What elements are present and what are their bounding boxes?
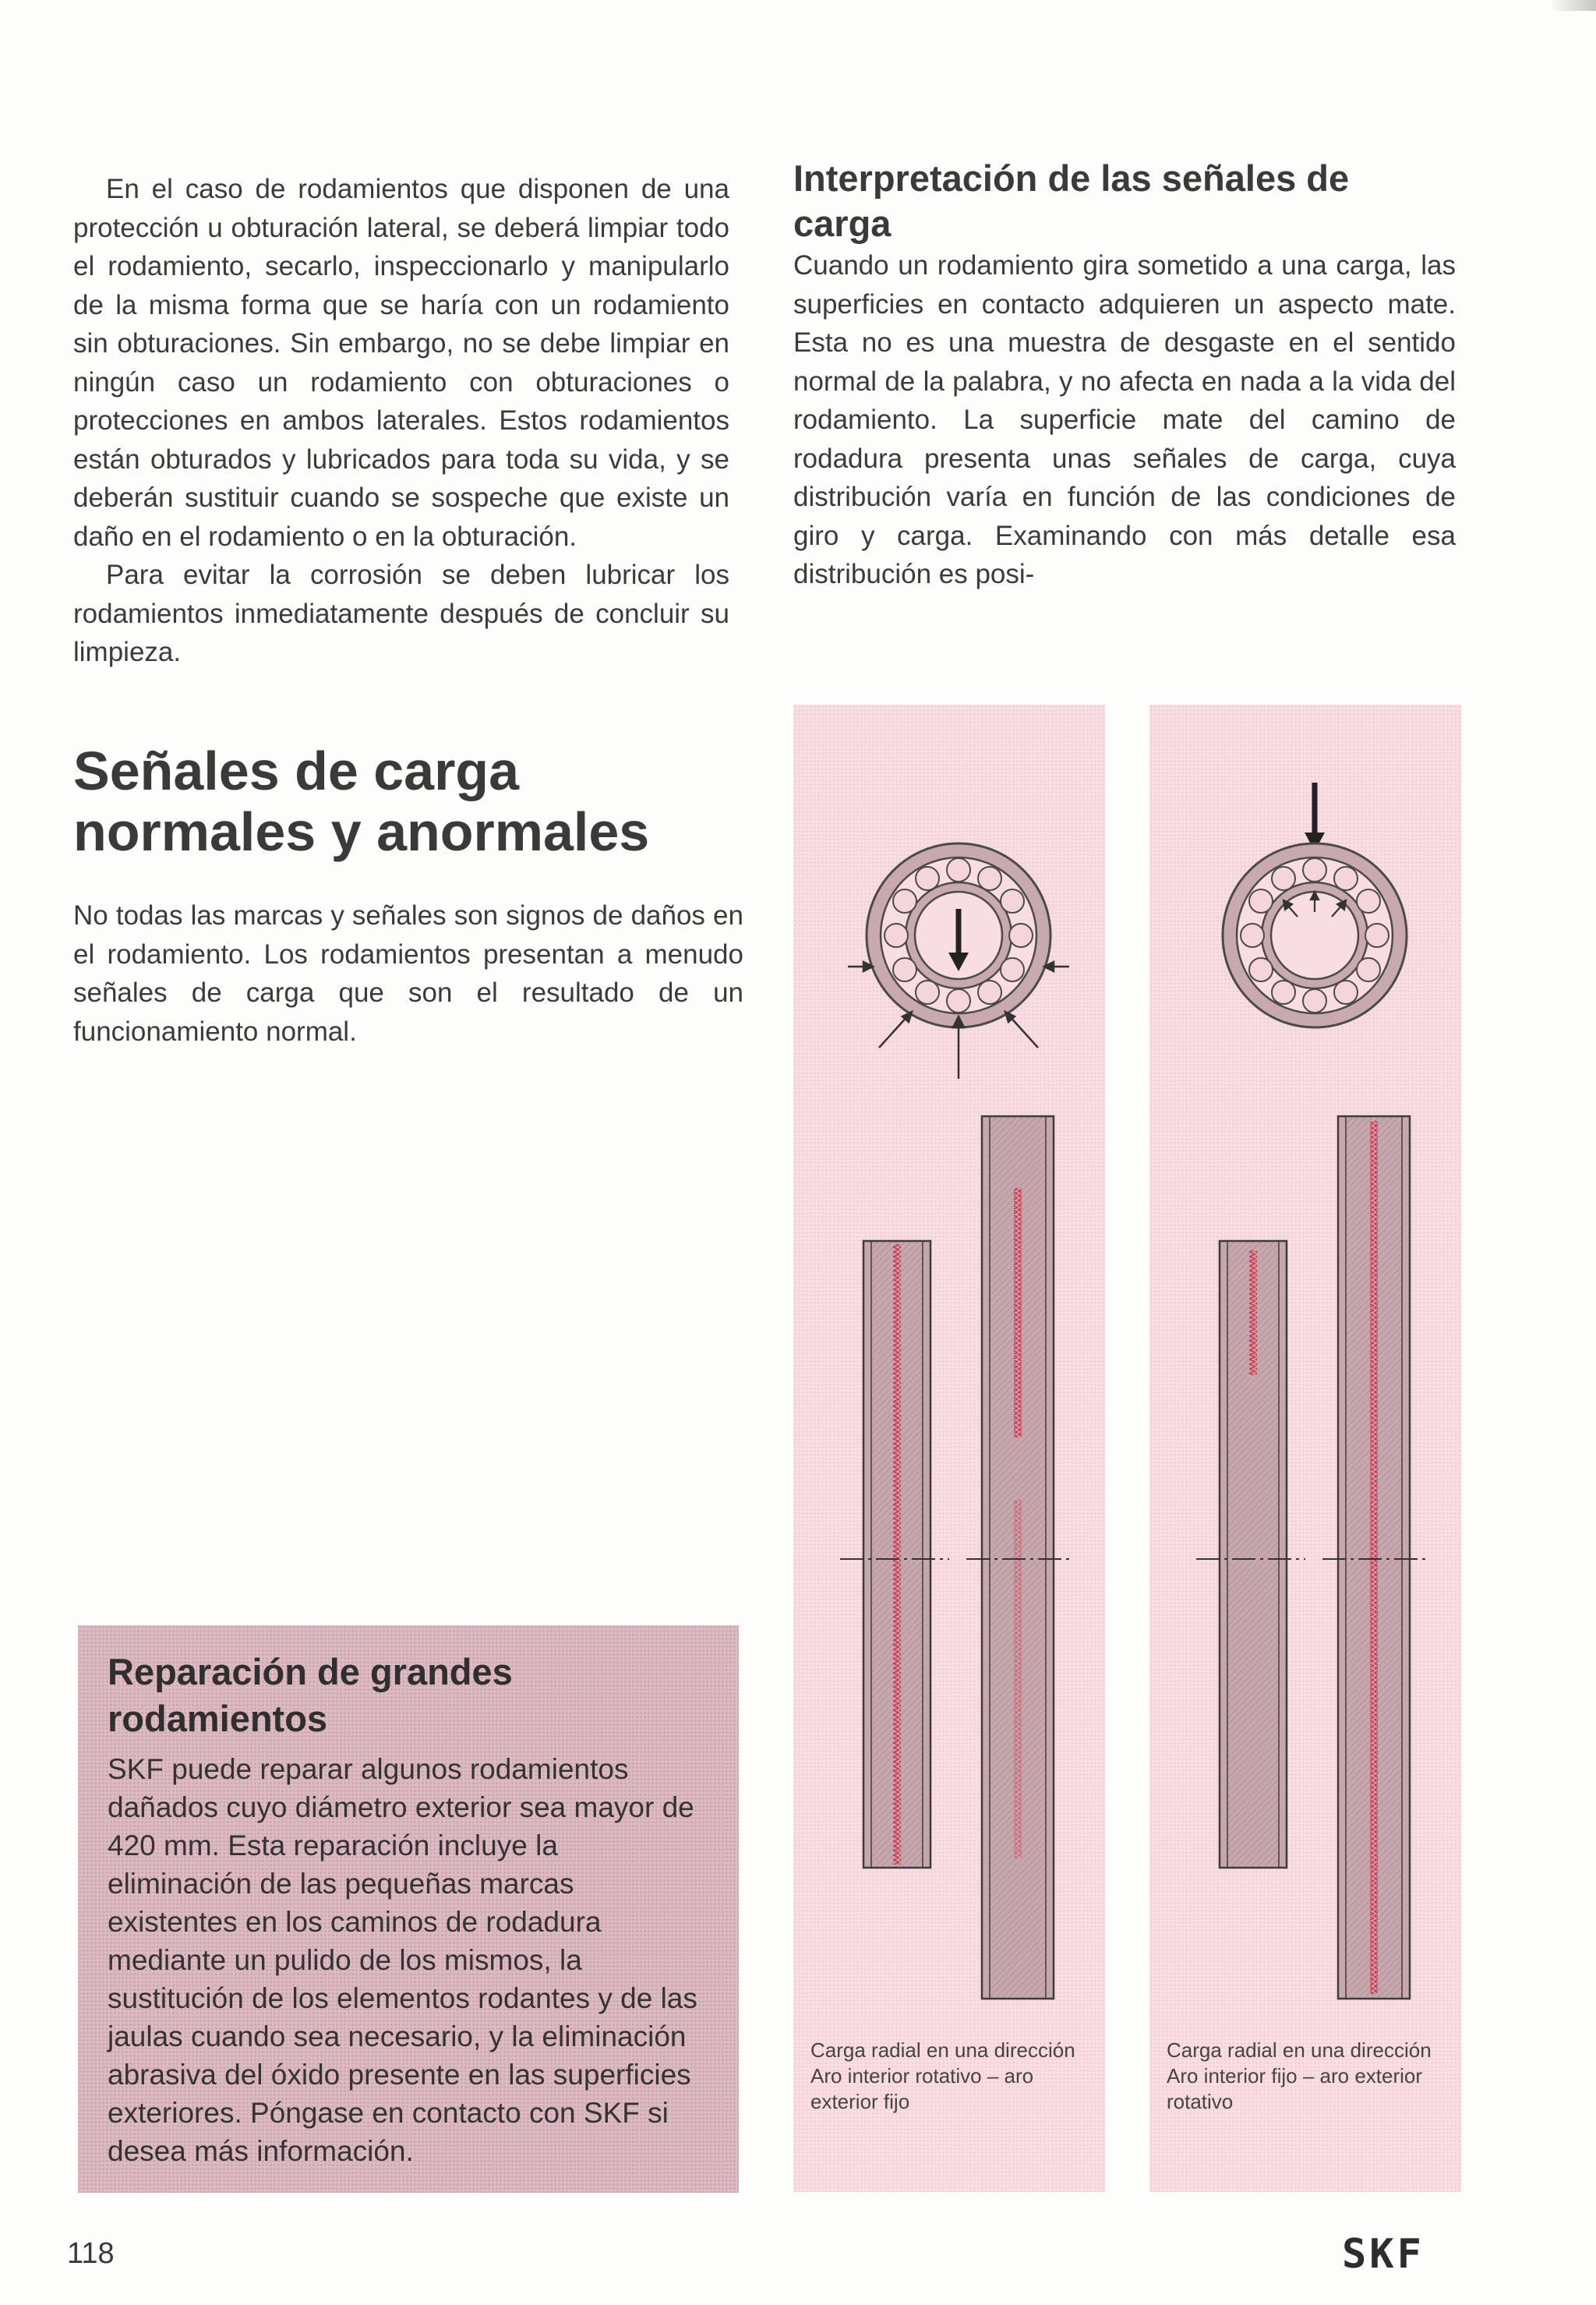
right-column-text: [793, 156, 1456, 594]
page-number: 118: [67, 2237, 115, 2270]
figure-1-caption-line2: Aro interior rotativo – aro exterior fijo: [810, 2064, 1034, 2113]
bearing-diagram-inner-rotating: [793, 705, 1105, 2030]
left-paragraph-1: En el caso de rodamientos que disponen de una protección u obturación lateral, se deberá limpiar todo el rodamiento, secarlo, inspeccionarlo y manipularlo de la misma forma que se haría con un rodamiento sin obturaciones. Sin embargo, no se debe limpiar en ningún caso un rodamiento con obturaciones o protecciones en ambos laterales. Estos rodamientos están obturados y lubricados para toda su vida, y se deberán sustituir cuando se sospeche que existe un daño en el rodamiento o en la obturación.: [73, 174, 729, 552]
sidebar-title: Reparación de grandes rodamientos: [108, 1651, 513, 1739]
load-zone-mark: [1370, 1121, 1378, 1994]
interpretation-body: Cuando un rodamiento gira sometido a una carga, las superficies en contacto adquieren un aspecto mate. Esta no es una muestra de desgaste en el sentido normal de la palabra, y no afecta en nada a la vida del rodamiento. La superficie mate del camino de rodadura presenta unas señales de carga, cuya distribución varía en función de las condiciones de giro y carga. Examinando con más detalle esa distribución es posi-: [793, 250, 1456, 589]
skf-logo: SKF: [1342, 2231, 1425, 2278]
figure-1-caption: [810, 2038, 1099, 2115]
load-zone-mark: [1014, 1188, 1022, 1437]
figure-panel-inner-rotating: [793, 705, 1105, 2192]
repair-sidebar-box: [78, 1625, 739, 2193]
sidebar-body-text: SKF puede reparar algunos rodamientos dañados cuyo diámetro exterior sea mayor de 420 mm. Esta reparación incluye la eliminación de las pequeñas marcas existentes en los caminos de rodadura mediante un pulido de los mismos, la sustitución de los elementos rodantes y de las jaulas cuando sea necesario, y la eliminación abrasiva del óxido presente en las superficies exteriores. Póngase en contacto con SKF si desea más información.: [108, 1753, 697, 2167]
load-zone-mark: [1014, 1500, 1022, 1858]
figure-1-caption-line1: Carga radial en una dirección: [810, 2038, 1075, 2062]
figure-2-caption-line1: Carga radial en una dirección: [1167, 2038, 1432, 2062]
bearing-cross-section: [1223, 843, 1407, 1027]
outer-ring-raceway: [1338, 1116, 1410, 1999]
load-zone-mark: [893, 1244, 901, 1865]
figure-2-caption-line2: Aro interior fijo – aro exterior rotativo: [1167, 2064, 1423, 2113]
figure-panel-outer-rotating: [1149, 705, 1461, 2192]
outer-ring-raceway: [982, 1116, 1054, 1999]
bearing-diagram-outer-rotating: [1149, 705, 1461, 2030]
scan-edge-shade: [1549, 0, 1596, 11]
section-body-text: No todas las marcas y señales son signos de daños en el rodamiento. Los rodamientos presentan a menudo señales de carga que son el resultado de un funcionamiento normal.: [73, 900, 743, 1047]
figure-2-caption: [1167, 2038, 1455, 2115]
left-paragraph-2: Para evitar la corrosión se deben lubricar los rodamientos inmediatamente después de concluir su limpieza.: [73, 560, 729, 667]
load-zone-mark: [1249, 1250, 1257, 1375]
load-arrow-icon: [1305, 783, 1325, 851]
section-title: Señales de carga normales y anormales: [73, 741, 650, 862]
left-column-text: [73, 170, 729, 672]
inner-ring-raceway: [863, 1241, 930, 1868]
interpretation-heading: Interpretación de las señales de carga: [793, 157, 1350, 244]
section-intro: [73, 896, 743, 1051]
inner-ring-raceway: [1220, 1241, 1287, 1868]
